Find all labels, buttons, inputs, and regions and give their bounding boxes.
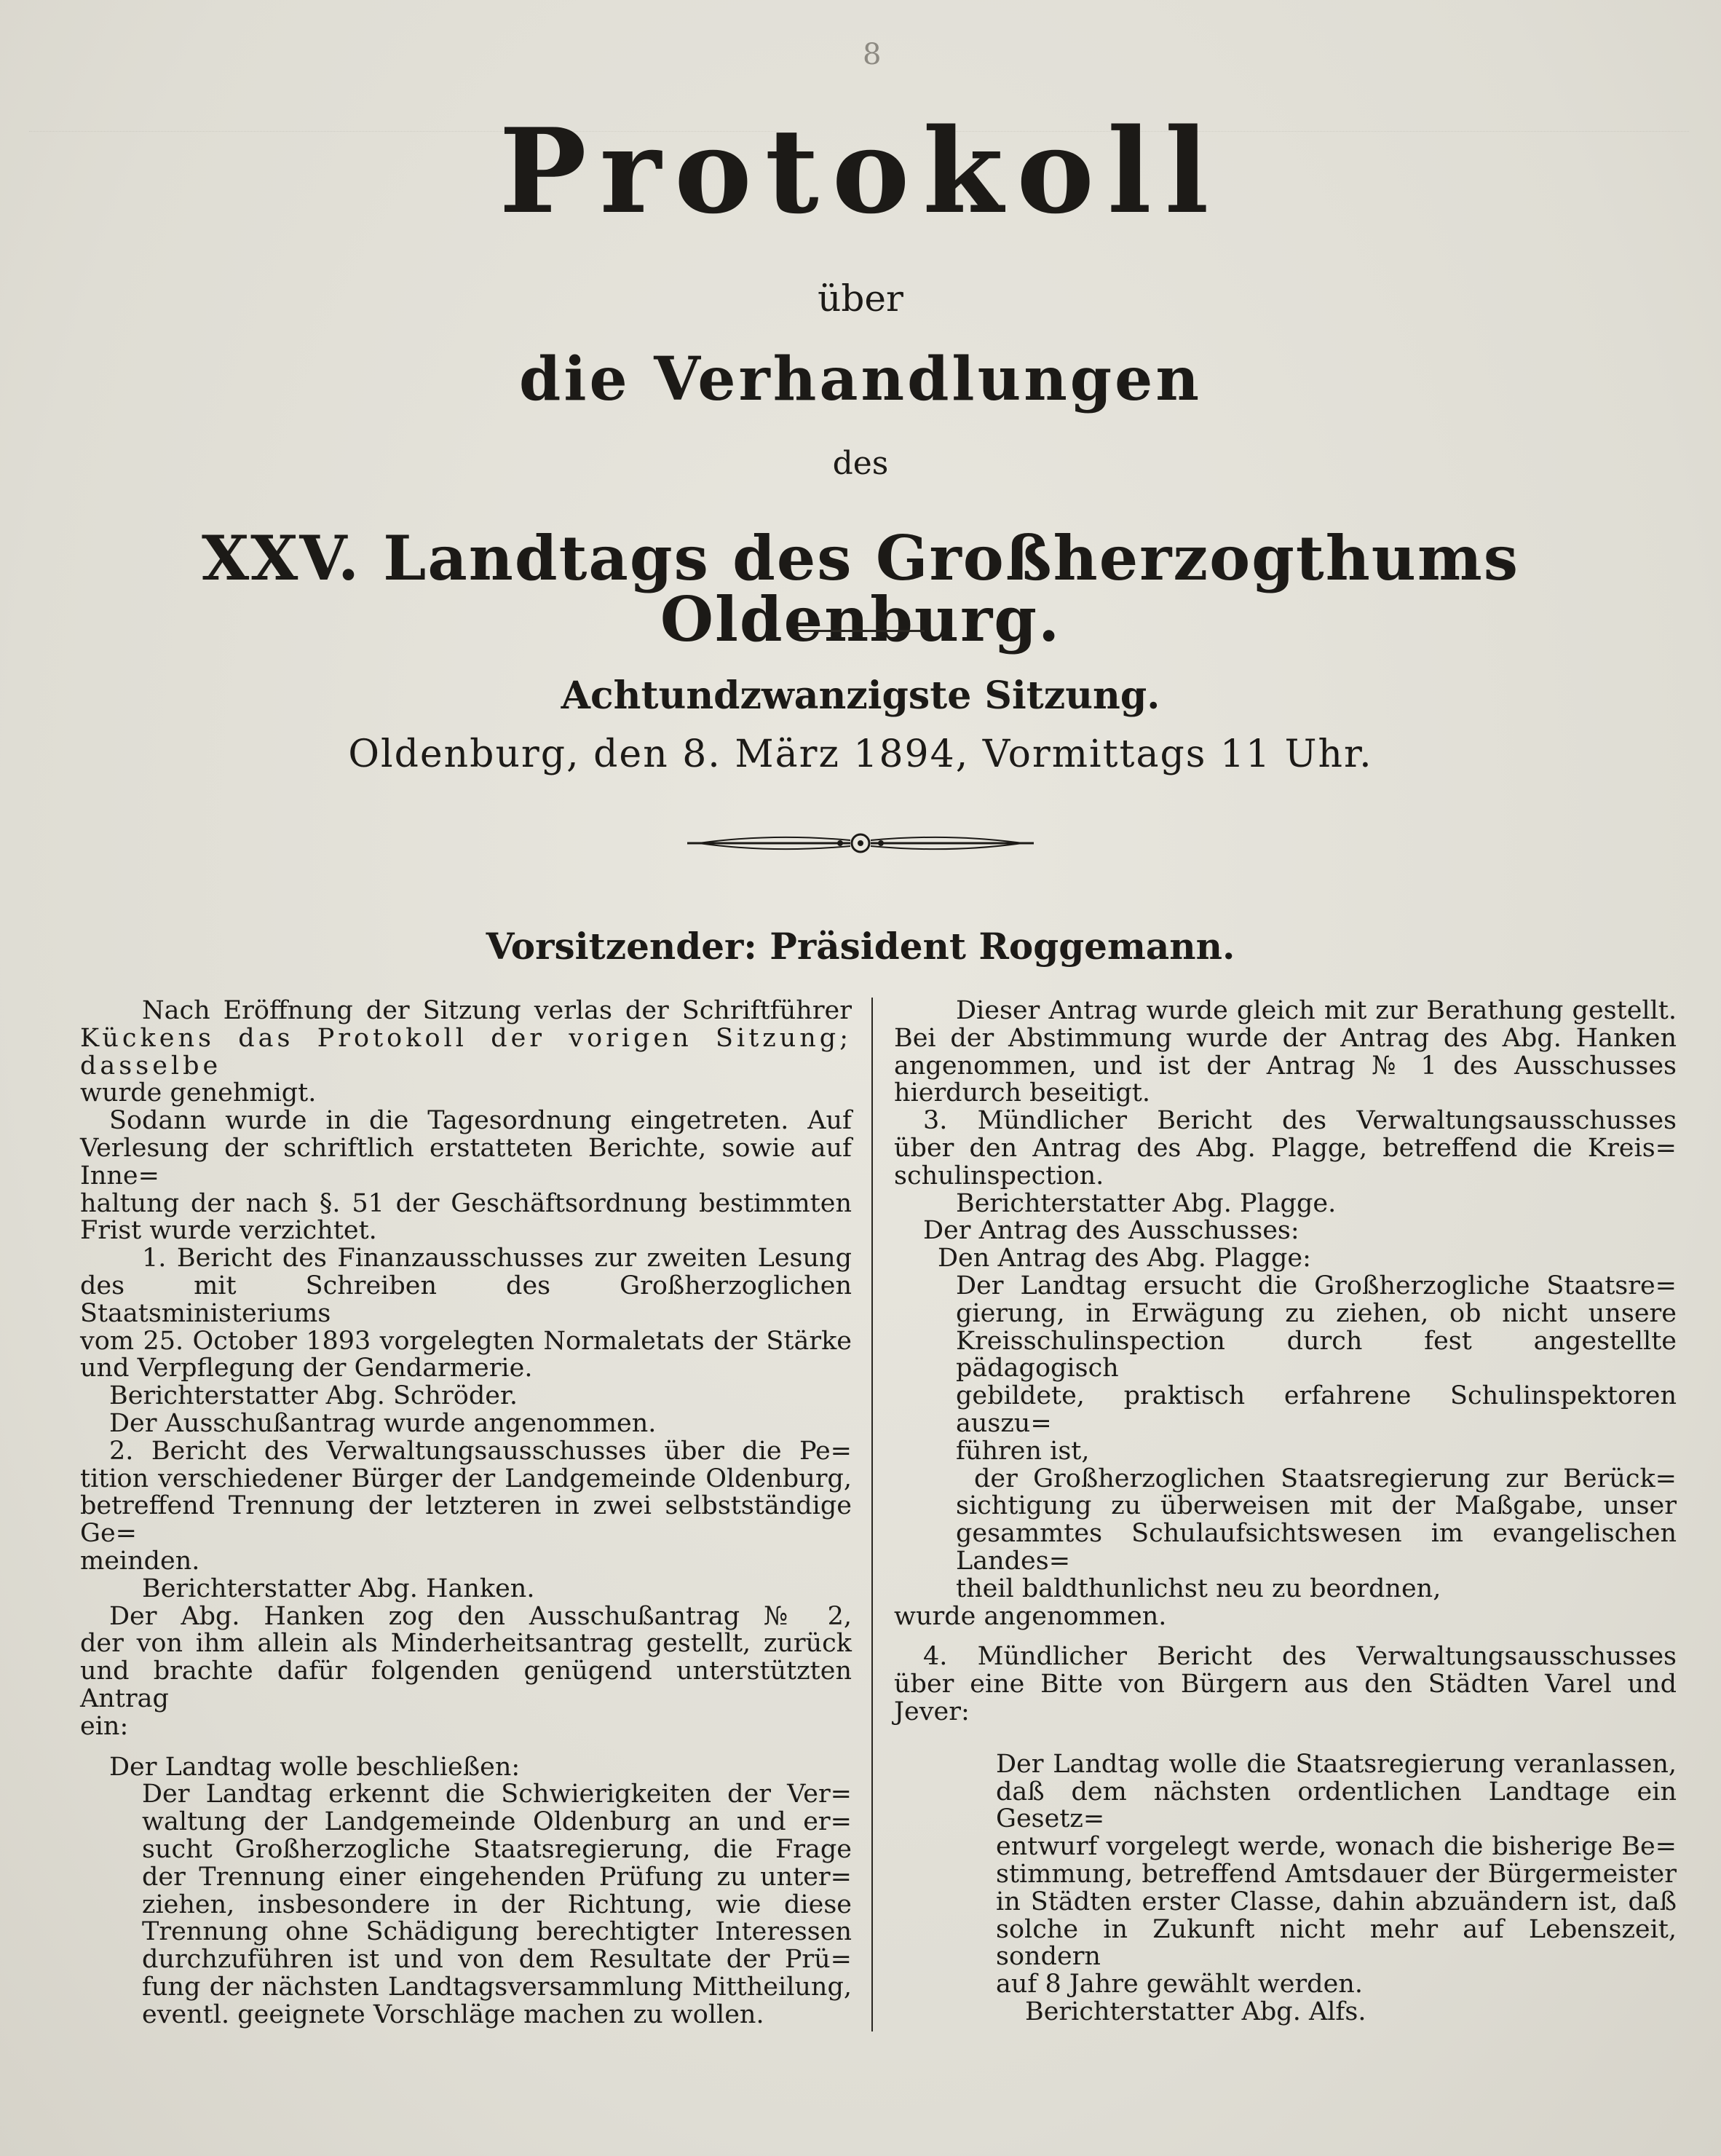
short-rule: [797, 630, 925, 632]
column-divider: [871, 998, 873, 2031]
text-line: Der Landtag wolle die Staatsregierung veranlassen,: [996, 1749, 1677, 1779]
text-line: 3. Mündlicher Bericht des Verwaltungsausschusses: [923, 1106, 1677, 1136]
subtitle-ueber: über: [818, 277, 903, 320]
text-line: Berichterstatter Abg. Schröder.: [109, 1381, 518, 1411]
text-line: Trennung ohne Schädigung berechtigter Interessen: [142, 1917, 852, 1947]
text-line: Der Ausschußantrag wurde angenommen.: [109, 1408, 657, 1438]
text-line: waltung der Landgemeinde Oldenburg an und er=: [142, 1807, 852, 1837]
text-line: Den Antrag des Abg. Plagge:: [938, 1244, 1311, 1274]
right-column: [894, 998, 1677, 2026]
text-line: entwurf vorgelegt werde, wonach die bisherige Be=: [996, 1832, 1677, 1862]
text-line: wurde genehmigt.: [80, 1078, 317, 1108]
subtitle-verhandlungen: die Verhandlungen: [519, 344, 1202, 414]
text-line: Sodann wurde in die Tagesordnung eingetreten. Auf: [109, 1106, 852, 1136]
left-column: [80, 998, 852, 2029]
text-line: gesammtes Schulaufsichtswesen im evangelischen Landes=: [956, 1519, 1677, 1576]
text-line: fung der nächsten Landtagsversammlung Mittheilung,: [142, 1972, 852, 2002]
text-line: in Städten erster Classe, dahin abzuändern ist, daß: [996, 1887, 1677, 1916]
text-line: angenommen, und ist der Antrag № 1 des Ausschusses: [894, 1051, 1677, 1081]
text-line: Verlesung der schriftlich erstatteten Berichte, sowie auf Inne=: [80, 1133, 852, 1190]
text-line: wurde angenommen.: [894, 1601, 1167, 1631]
page-number: 8: [863, 38, 882, 71]
document-title: Protokoll: [499, 103, 1222, 240]
text-line: gebildete, praktisch erfahrene Schulinspektoren auszu=: [956, 1381, 1677, 1438]
chair-line: Vorsitzender: Präsident Roggemann.: [486, 925, 1235, 968]
text-line: vom 25. October 1893 vorgelegten Normaletats der Stärke: [80, 1326, 852, 1356]
text-line: Der Landtag ersucht die Großherzogliche Staatsre=: [956, 1271, 1677, 1300]
text-line: Bei der Abstimmung wurde der Antrag des Abg. Hanken: [894, 1023, 1677, 1053]
ornamental-divider: [684, 830, 1037, 856]
date-line: Oldenburg, den 8. März 1894, Vormittags 11 Uhr.: [348, 733, 1373, 776]
text-line: der Großherzoglichen Staatsregierung zur Berück=: [974, 1464, 1677, 1493]
text-line: Frist wurde verzichtet.: [80, 1216, 377, 1246]
text-line: daß dem nächsten ordentlichen Landtage ein Gesetz=: [996, 1777, 1677, 1834]
text-line: stimmung, betreffend Amtsdauer der Bürgermeister: [996, 1859, 1677, 1889]
text-line: ziehen, insbesondere in der Richtung, wie diese: [142, 1890, 852, 1919]
text-line: führen ist,: [956, 1436, 1090, 1466]
text-line: 1. Bericht des Finanzausschusses zur zweiten Lesung: [142, 1244, 852, 1274]
text-line: und Verpflegung der Gendarmerie.: [80, 1354, 533, 1383]
text-line: Der Landtag wolle beschließen:: [109, 1752, 521, 1782]
text-line: tition verschiedener Bürger der Landgemeinde Oldenburg,: [80, 1464, 852, 1493]
landtag-heading: XXV. Landtags des Großherzogthums Oldenburg.: [201, 522, 1520, 655]
subtitle-des: des: [832, 445, 889, 482]
text-line: über eine Bitte von Bürgern aus den Städten Varel und: [894, 1670, 1677, 1699]
text-line: meinden.: [80, 1546, 200, 1576]
text-line: Berichterstatter Abg. Alfs.: [1025, 1997, 1366, 2026]
text-line: solche in Zukunft nicht mehr auf Lebenszeit, sondern: [996, 1914, 1677, 1972]
text-line: Der Antrag des Ausschusses:: [923, 1216, 1299, 1246]
text-line: haltung der nach §. 51 der Geschäftsordnung bestimmten: [80, 1188, 852, 1218]
text-line: 4. Mündlicher Bericht des Verwaltungsausschusses: [923, 1642, 1677, 1672]
text-line: sichtigung zu überweisen mit der Maßgabe, unser: [956, 1491, 1677, 1521]
text-line: Nach Eröffnung der Sitzung verlas der Schriftführer: [142, 996, 852, 1025]
text-line: Jever:: [894, 1697, 970, 1726]
text-line: 2. Bericht des Verwaltungsausschusses über die Pe=: [109, 1436, 852, 1466]
text-line: durchzuführen ist und von dem Resultate der Prü=: [142, 1945, 852, 1975]
text-line: ein:: [80, 1711, 129, 1741]
text-line: Der Abg. Hanken zog den Ausschußantrag № 2,: [109, 1601, 852, 1631]
text-line: des mit Schreiben des Großherzoglichen Staatsministeriums: [80, 1271, 852, 1328]
text-line: sucht Großherzogliche Staatsregierung, die Frage: [142, 1834, 852, 1864]
text-line: schulinspection.: [894, 1161, 1104, 1190]
text-line: hierdurch beseitigt.: [894, 1078, 1150, 1108]
text-line: Kreisschulinspection durch fest angestellte pädagogisch: [956, 1326, 1677, 1383]
text-line: Berichterstatter Abg. Plagge.: [956, 1188, 1337, 1218]
text-line: Der Landtag erkennt die Schwierigkeiten der Ver=: [142, 1780, 852, 1809]
text-line: Berichterstatter Abg. Hanken.: [142, 1573, 535, 1603]
text-line: Dieser Antrag wurde gleich mit zur Berathung gestellt.: [956, 996, 1677, 1025]
text-line: betreffend Trennung der letzteren in zwei selbstständige Ge=: [80, 1491, 852, 1549]
text-line: der Trennung einer eingehenden Prüfung zu unter=: [142, 1862, 852, 1892]
text-line: gierung, in Erwägung zu ziehen, ob nicht unsere: [956, 1298, 1677, 1328]
text-line: über den Antrag des Abg. Plagge, betreffend die Kreis=: [894, 1133, 1677, 1163]
text-line: auf 8 Jahre gewählt werden.: [996, 1970, 1363, 1999]
text-line: Kückens das Protokoll der vorigen Sitzung; dasselbe: [80, 1023, 852, 1081]
text-line: theil baldthunlichst neu zu beordnen,: [956, 1573, 1441, 1603]
text-line: eventl. geeignete Vorschläge machen zu wollen.: [142, 1999, 764, 2029]
text-line: der von ihm allein als Minderheitsantrag gestellt, zurück: [80, 1629, 852, 1659]
text-line: und brachte dafür folgenden genügend unterstützten Antrag: [80, 1657, 852, 1713]
sitzung-heading: Achtundzwanzigste Sitzung.: [561, 674, 1160, 718]
